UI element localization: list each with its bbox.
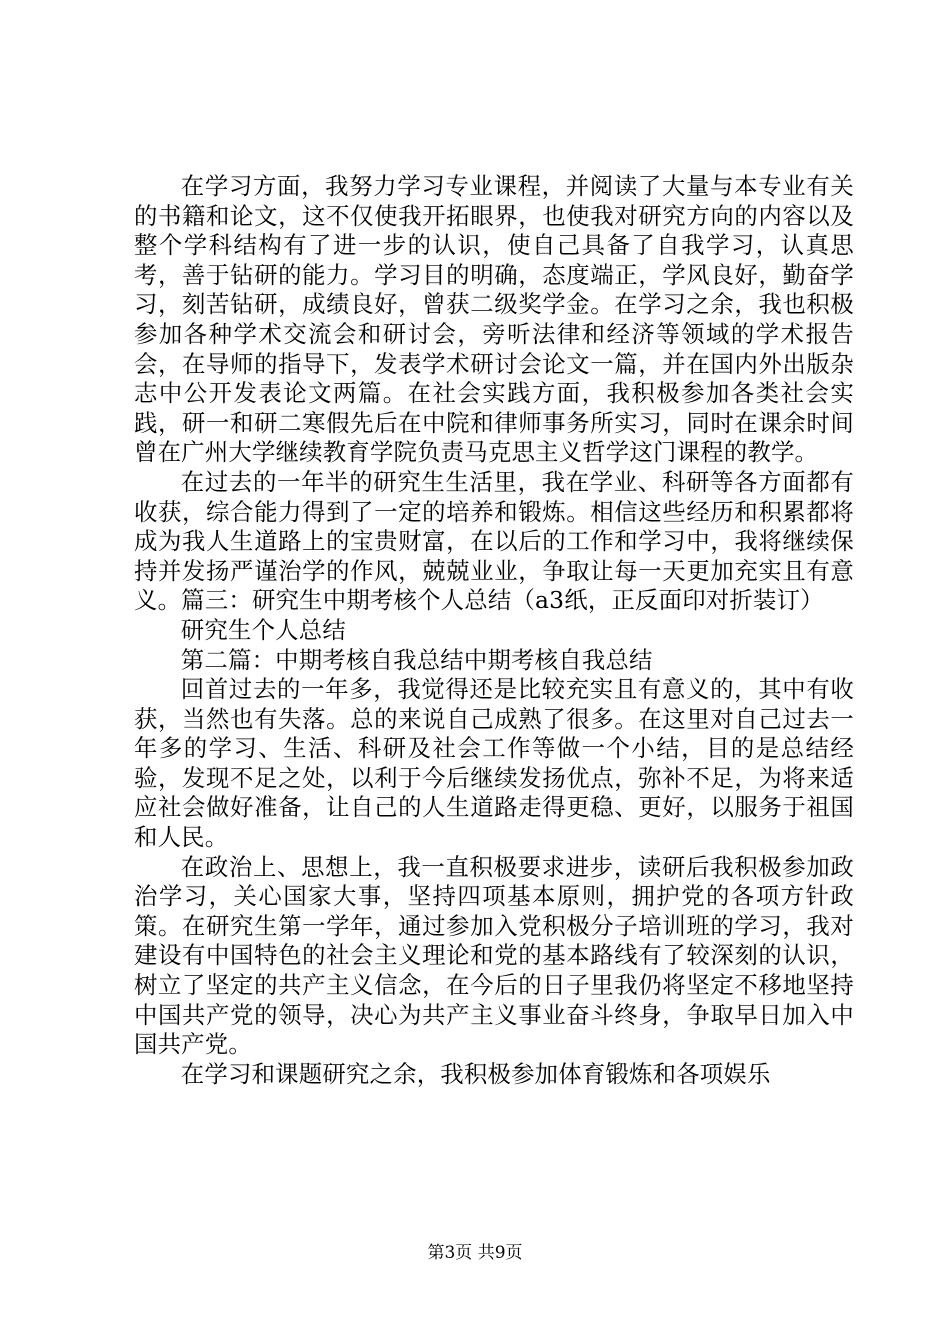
document-body (134, 172, 854, 1089)
paragraph-heading-summary: 研究生个人总结 (180, 615, 346, 644)
paragraph-politics: 在政治上、思想上，我一直积极要求进步，读研后我积极参加政治学习，关心国家大事，坚持四项基本原则，拥护党的各项方针政策。在研究生第一学年，通过参加入党积极分子培训班的学习，我对建设有中国特色的社会主义理论和党的基本路线有了较深刻的认识，树立了坚定的共产主义信念，在今后的日子里我仍将坚定不移地坚持中国共产党的领导，决心为共产主义事业奋斗终身，争取早日加入中国共产党。 (134, 852, 854, 1059)
paragraph-past-year: 在过去的一年半的研究生生活里，我在学业、科研等各方面都有收获，综合能力得到了一定的培养和锻炼。相信这些经历和积累都将成为我人生道路上的宝贵财富，在以后的工作和学习中，我将继续保持并发扬严谨治学的作风，兢兢业业，争取让每一天更加充实且有意义。篇三：研究生中期考核个人总结（a3纸，正反面印对折装订） (134, 467, 854, 615)
paragraph-looking-back: 回首过去的一年多，我觉得还是比较充实且有意义的，其中有收获，当然也有失落。总的来说自己成熟了很多。在这里对自己过去一年多的学习、生活、科研及社会工作等做一个小结，目的是总结经验，发现不足之处，以利于今后继续发扬优点，弥补不足，为将来适应社会做好准备，让自己的人生道路走得更稳、更好，以服务于祖国和人民。 (134, 675, 854, 852)
paragraph-activities: 在学习和课题研究之余，我积极参加体育锻炼和各项娱乐 (180, 1059, 771, 1088)
page-footer: 第3页 共9页 (427, 1243, 523, 1263)
paragraph-study: 在学习方面，我努力学习专业课程，并阅读了大量与本专业有关的书籍和论文，这不仅使我开拓眼界，也使我对研究方向的内容以及整个学科结构有了进一步的认识，使自己具备了自我学习，认真思考，善于钻研的能力。学习目的明确，态度端正，学风良好，勤奋学习，刻苦钻研，成绩良好，曾获二级奖学金。在学习之余，我也积极参加各种学术交流会和研讨会，旁听法律和经济等领域的学术报告会，在导师的指导下，发表学术研讨会论文一篇，并在国内外出版杂志中公开发表论文两篇。在社会实践方面，我积极参加各类社会实践，研一和研二寒假先后在中院和律师事务所实习，同时在课余时间曾在广州大学继续教育学院负责马克思主义哲学这门课程的教学。 (134, 172, 854, 467)
paragraph-heading-second: 第二篇：中期考核自我总结中期考核自我总结 (180, 645, 653, 674)
